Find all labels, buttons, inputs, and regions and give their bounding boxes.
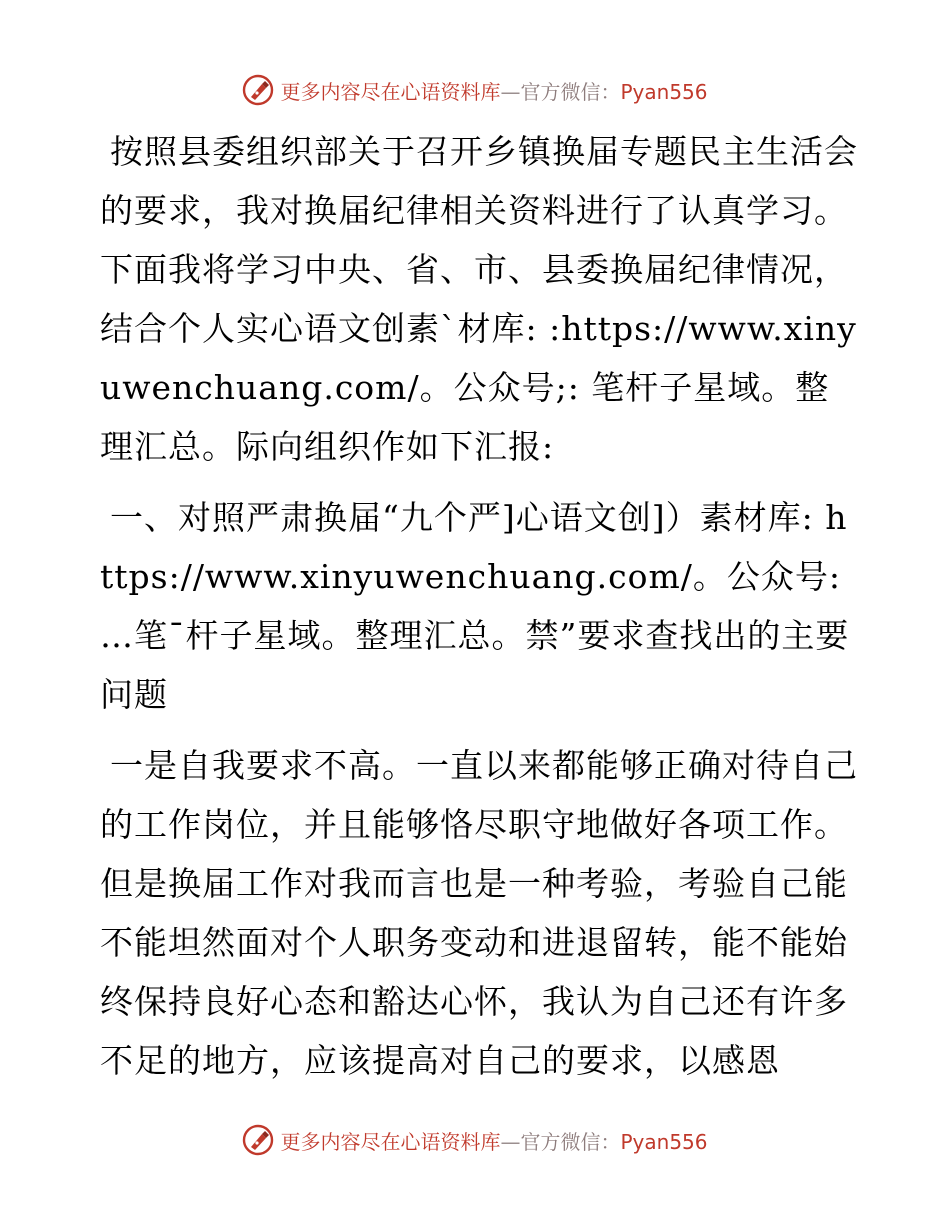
- document-body: [100, 122, 860, 1090]
- watermark-brand: 更多内容尽在心语资料库: [280, 1129, 501, 1154]
- paragraph-point-one: 一是自我要求不高。一直以来都能够正确对待自己的工作岗位，并且能够恪尽职守地做好各项工作。但是换届工作对我而言也是一种考验，考验自己能不能坦然面对个人职务变动和进退留转，能不能始终保持良好心态和豁达心怀，我认为自己还有许多不足的地方，应该提高对自己的要求，以感恩: [100, 746, 858, 1080]
- pen-nib-logo-icon: [242, 74, 274, 106]
- footer-watermark-banner: [0, 1122, 950, 1158]
- watermark-wechat-label: 官方微信：: [520, 79, 621, 104]
- header-watermark-banner: [0, 72, 950, 108]
- watermark-brand: 更多内容尽在心语资料库: [280, 79, 501, 104]
- watermark-text: [280, 1126, 707, 1155]
- watermark-wechat-label: 官方微信：: [520, 1129, 621, 1154]
- watermark-wechat-id: Pyan556: [620, 79, 708, 104]
- watermark-separator: —: [500, 79, 521, 104]
- pen-nib-logo-icon: [242, 1124, 274, 1156]
- watermark-separator: —: [500, 1129, 521, 1154]
- watermark-wechat-id: Pyan556: [620, 1129, 708, 1154]
- watermark-text: [280, 76, 707, 105]
- paragraph-section-heading: 一、对照严肃换届“九个严]心语文创]）素材库: https://www.xinyuwenchuang.com/。公众号: …笔¯杆子星域。整理汇总。禁”要求查找出的主要问题: [100, 498, 853, 714]
- paragraph-intro: 按照县委组织部关于召开乡镇换届专题民主生活会的要求，我对换届纪律相关资料进行了认真学习。下面我将学习中央、省、市、县委换届纪律情况，结合个人实心语文创素ˋ材库: :https://www.xinyuwenchuang.com/。公众号;: 笔杆子星域。整理汇总。际向组织作如下汇报:: [100, 132, 858, 466]
